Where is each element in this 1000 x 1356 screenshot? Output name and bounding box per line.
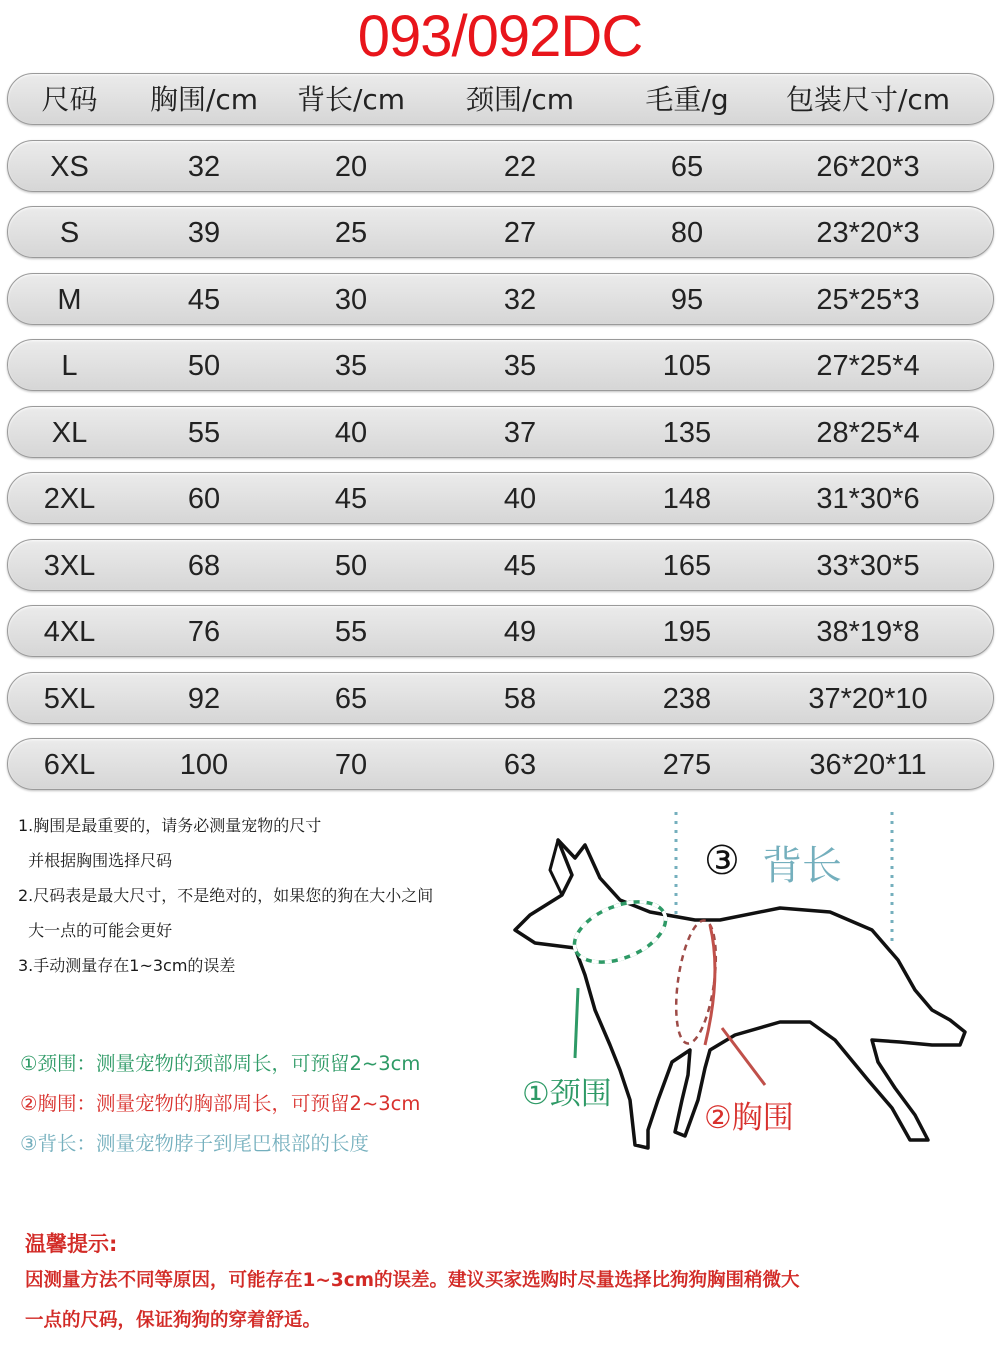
cell-size: L <box>61 350 78 382</box>
cell-back: 30 <box>334 284 368 316</box>
cell-weight: 135 <box>662 417 712 449</box>
cell-size: 6XL <box>43 749 96 781</box>
cell-chest: 55 <box>187 417 221 449</box>
cell-back: 35 <box>334 350 368 382</box>
table-row <box>7 140 994 192</box>
header-chest: 胸围/cm <box>149 83 259 116</box>
cell-package: 37*20*10 <box>808 683 928 715</box>
cell-package: 25*25*3 <box>816 284 920 316</box>
cell-neck: 37 <box>503 417 537 449</box>
cell-neck: 45 <box>503 550 537 582</box>
cell-chest: 100 <box>179 749 229 781</box>
cell-size: XL <box>51 417 88 449</box>
header-package: 包装尺寸/cm <box>785 83 951 116</box>
note-2-cont: 大一点的可能会更好 <box>18 921 173 940</box>
legend-neck: ①颈围：测量宠物的颈部周长，可预留2~3cm <box>20 1052 421 1075</box>
cell-weight: 95 <box>670 284 704 316</box>
table-row <box>7 672 994 724</box>
note-2: 2.尺码表是最大尺寸，不是绝对的，如果您的狗在大小之间 <box>18 886 434 905</box>
cell-weight: 275 <box>662 749 712 781</box>
cell-weight: 195 <box>662 616 712 648</box>
cell-package: 27*25*4 <box>816 350 920 382</box>
cell-chest: 76 <box>187 616 221 648</box>
header-size: 尺码 <box>41 83 98 116</box>
dog-measurement-diagram <box>500 800 1000 1180</box>
diagram-chest-label: ②胸围 <box>704 1100 794 1136</box>
note-1-cont: 并根据胸围选择尺码 <box>18 851 173 870</box>
note-1: 1.胸围是最重要的，请务必测量宠物的尺寸 <box>18 816 322 835</box>
tips-line-2: 一点的尺码，保证狗狗的穿着舒适。 <box>25 1310 322 1331</box>
cell-chest: 39 <box>187 217 221 249</box>
cell-package: 23*20*3 <box>816 217 920 249</box>
cell-chest: 32 <box>187 151 221 183</box>
cell-chest: 60 <box>187 483 221 515</box>
cell-chest: 68 <box>187 550 221 582</box>
cell-package: 28*25*4 <box>816 417 920 449</box>
cell-size: S <box>59 217 80 249</box>
table-row <box>7 206 994 258</box>
cell-chest: 45 <box>187 284 221 316</box>
cell-back: 50 <box>334 550 368 582</box>
cell-neck: 35 <box>503 350 537 382</box>
table-row <box>7 406 994 458</box>
diagram-neck-label: ①颈围 <box>522 1076 612 1112</box>
diagram-back-number: ③ <box>704 838 740 884</box>
cell-weight: 148 <box>662 483 712 515</box>
cell-package: 36*20*11 <box>809 749 927 781</box>
cell-back: 65 <box>334 683 368 715</box>
cell-size: 4XL <box>43 616 96 648</box>
cell-back: 70 <box>334 749 368 781</box>
diagram-back-label: 背长 <box>762 843 842 889</box>
cell-back: 25 <box>334 217 368 249</box>
cell-size: M <box>57 284 82 316</box>
header-neck: 颈围/cm <box>465 83 575 116</box>
cell-neck: 49 <box>503 616 537 648</box>
table-row <box>7 339 994 391</box>
cell-package: 38*19*8 <box>816 616 920 648</box>
cell-neck: 40 <box>503 483 537 515</box>
header-back: 背长/cm <box>296 83 406 116</box>
cell-size: 2XL <box>43 483 96 515</box>
cell-neck: 63 <box>503 749 537 781</box>
tips-line-1: 因测量方法不同等原因，可能存在1~3cm的误差。建议买家选购时尽量选择比狗狗胸围稍微大 <box>25 1270 800 1291</box>
cell-package: 26*20*3 <box>816 151 920 183</box>
cell-weight: 105 <box>662 350 712 382</box>
tips-title: 温馨提示: <box>25 1232 118 1256</box>
cell-neck: 22 <box>503 151 537 183</box>
table-row <box>7 605 994 657</box>
cell-weight: 65 <box>670 151 704 183</box>
note-3: 3.手动测量存在1~3cm的误差 <box>18 956 236 975</box>
cell-neck: 58 <box>503 683 537 715</box>
cell-neck: 32 <box>503 284 537 316</box>
legend-back: ③背长：测量宠物脖子到尾巴根部的长度 <box>20 1132 369 1155</box>
table-header <box>7 73 994 125</box>
cell-back: 20 <box>334 151 368 183</box>
cell-chest: 92 <box>187 683 221 715</box>
cell-weight: 80 <box>670 217 704 249</box>
legend-chest: ②胸围：测量宠物的胸部周长，可预留2~3cm <box>20 1092 421 1115</box>
cell-neck: 27 <box>503 217 537 249</box>
page-title: 093/092DC <box>357 4 643 69</box>
cell-back: 55 <box>334 616 368 648</box>
table-row <box>7 738 994 790</box>
header-weight: 毛重/g <box>645 83 729 116</box>
table-row <box>7 273 994 325</box>
cell-chest: 50 <box>187 350 221 382</box>
cell-back: 45 <box>334 483 368 515</box>
cell-package: 31*30*6 <box>816 483 920 515</box>
cell-back: 40 <box>334 417 368 449</box>
cell-size: 5XL <box>43 683 96 715</box>
table-row <box>7 539 994 591</box>
cell-weight: 238 <box>662 683 712 715</box>
cell-weight: 165 <box>662 550 712 582</box>
table-row <box>7 472 994 524</box>
cell-package: 33*30*5 <box>816 550 920 582</box>
cell-size: XS <box>50 151 89 183</box>
cell-size: 3XL <box>43 550 96 582</box>
